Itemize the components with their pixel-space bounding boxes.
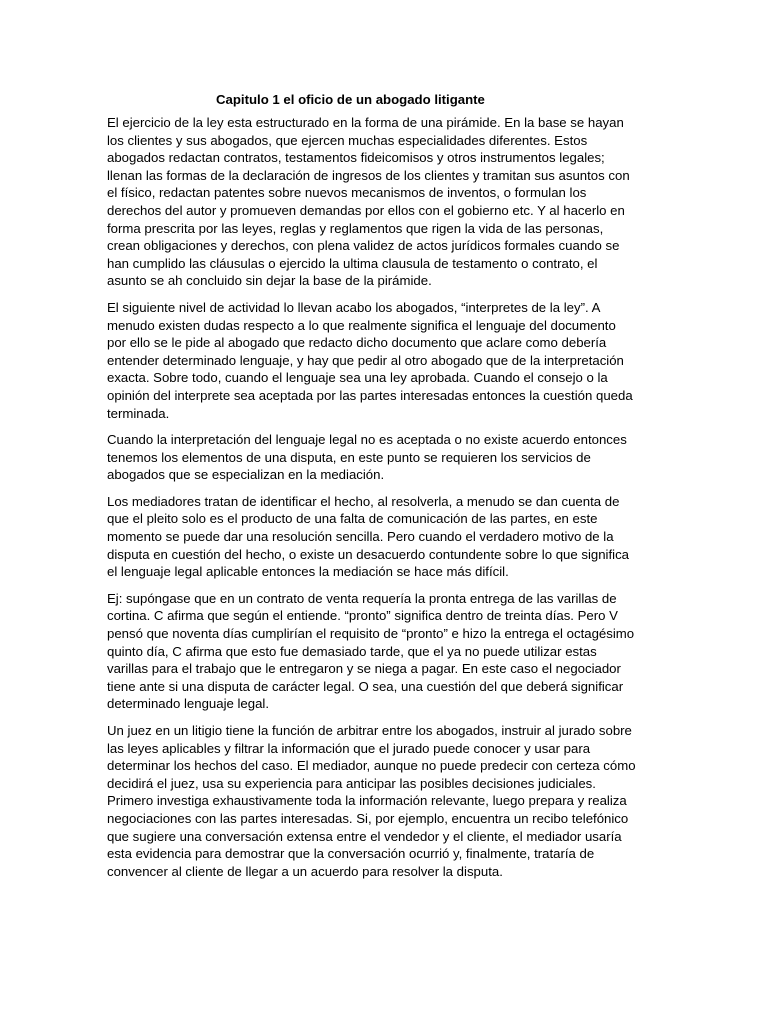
- paragraph-line: han cumplido las cláusulas o ejercido la ultima clausula de testamento o contrato, el: [107, 255, 598, 271]
- paragraph-line: momento se puede dar una resolución sencilla. Pero cuando el verdadero motivo de la: [107, 529, 614, 545]
- document-title: Capitulo 1 el oficio de un abogado litigante: [216, 92, 485, 107]
- paragraph-line: cortina. C afirma que según el entiende. “pronto” significa dentro de treinta días. Pero V: [107, 608, 618, 624]
- body-paragraph: [107, 299, 667, 422]
- paragraph-line: negociaciones con las partes interesadas. Si, por ejemplo, encuentra un recibo telefónico: [107, 810, 629, 826]
- paragraph-line: menudo existen dudas respecto a lo que realmente significa el lenguaje del documento: [107, 317, 616, 333]
- paragraph-line: terminada.: [107, 405, 170, 421]
- paragraph-line: entender determinado lenguaje, y hay que pedir al otro abogado que de la interpretación: [107, 352, 624, 368]
- paragraph-line: Primero investiga exhaustivamente toda la información relevante, luego prepara y realiza: [107, 793, 627, 809]
- paragraph-line: llenan las formas de la declaración de ingresos de los clientes y tramitan sus asuntos con: [107, 167, 630, 183]
- paragraph-line: abogados que se especializan en la mediación.: [107, 467, 385, 483]
- paragraph-line: el lenguaje legal aplicable entonces la mediación se hace más difícil.: [107, 564, 509, 580]
- document-page: [107, 91, 667, 889]
- body-paragraph: [107, 493, 667, 581]
- paragraph-line: derechos del autor y promueven demandas por ellos con el gobierno etc. Y al hacerlo en: [107, 202, 625, 218]
- body-paragraph: [107, 114, 667, 290]
- paragraph-line: crean obligaciones y derechos, con plena validez de actos jurídicos formales cuando se: [107, 238, 620, 254]
- paragraph-line: forma prescrita por las leyes, reglas y reglamentos que rigen la vida de las personas,: [107, 220, 604, 236]
- paragraph-line: los clientes y sus abogados, que ejercen muchas especialidades diferentes. Estos: [107, 132, 588, 148]
- paragraph-line: abogados redactan contratos, testamentos fideicomisos y otros instrumentos legales;: [107, 150, 605, 166]
- paragraph-line: decidirá el juez, usa su experiencia para anticipar las posibles decisiones judiciales.: [107, 775, 596, 791]
- paragraph-line: Cuando la interpretación del lenguaje legal no es aceptada o no existe acuerdo entonces: [107, 432, 627, 448]
- paragraph-line: Un juez en un litigio tiene la función de arbitrar entre los abogados, instruir al jurado sobre: [107, 723, 632, 738]
- body-paragraph: [107, 590, 667, 713]
- paragraph-line: Ej: supóngase que en un contrato de venta requería la pronta entrega de las varillas de: [107, 590, 617, 606]
- document-body: [107, 114, 667, 880]
- paragraph-line: las leyes aplicables y filtrar la información que el jurado puede conocer y usar para: [107, 740, 591, 756]
- body-paragraph: [107, 722, 667, 880]
- paragraph-line: determinado lenguaje legal.: [107, 696, 270, 712]
- paragraph-line: quinto día, C afirma que esto fue demasiado tarde, que el ya no puede utilizar estas: [107, 643, 597, 659]
- paragraph-line: tenemos los elementos de una disputa, en este punto se requieren los servicios de: [107, 449, 591, 465]
- paragraph-line: asunto se ah concluido sin dejar la base de la pirámide.: [107, 273, 432, 289]
- paragraph-line: por ello se le pide al abogado que redacto dicho documento que aclare como debería: [107, 335, 607, 351]
- body-paragraph: [107, 431, 667, 484]
- paragraph-line: varillas para el trabajo que le entregaron y se niega a pagar. En este caso el negociador: [107, 661, 621, 677]
- paragraph-line: pensó que noventa días cumplirían el requisito de “pronto” e hizo la entrega el octagésimo: [107, 626, 635, 642]
- paragraph-line: tiene ante si una disputa de carácter legal. O sea, una cuestión del que deberá significar: [107, 678, 624, 694]
- paragraph-line: determinar los hechos del caso. El mediador, aunque no puede predecir con certeza cómo: [107, 758, 636, 774]
- paragraph-line: esta evidencia para demostrar que la conversación ocurrió y, finalmente, trataría de: [107, 846, 595, 862]
- paragraph-line: El siguiente nivel de actividad lo llevan acabo los abogados, “interpretes de la ley”. A: [107, 299, 601, 315]
- paragraph-line: el físico, redactan patentes sobre nuevos mecanismos de inventos, o formulan los: [107, 185, 587, 201]
- paragraph-line: exacta. Sobre todo, cuando el lenguaje sea una ley aprobada. Cuando el consejo o la: [107, 370, 608, 386]
- paragraph-line: convencer al cliente de llegar a un acuerdo para resolver la disputa.: [107, 863, 503, 879]
- paragraph-line: Los mediadores tratan de identificar el hecho, al resolverla, a menudo se dan cuenta de: [107, 493, 620, 509]
- paragraph-line: disputa en cuestión del hecho, o existe un desacuerdo contundente sobre lo que significa: [107, 546, 630, 562]
- paragraph-line: El ejercicio de la ley esta estructurado en la forma de una pirámide. En la base se hayan: [107, 115, 624, 130]
- paragraph-line: opinión del interprete sea aceptada por las partes interesadas entonces la cuestión queda: [107, 387, 633, 403]
- paragraph-line: que sugiere una conversación extensa entre el vendedor y el cliente, el mediador usaría: [107, 828, 622, 844]
- paragraph-line: que el pleito solo es el producto de una falta de comunicación de las partes, en este: [107, 511, 598, 527]
